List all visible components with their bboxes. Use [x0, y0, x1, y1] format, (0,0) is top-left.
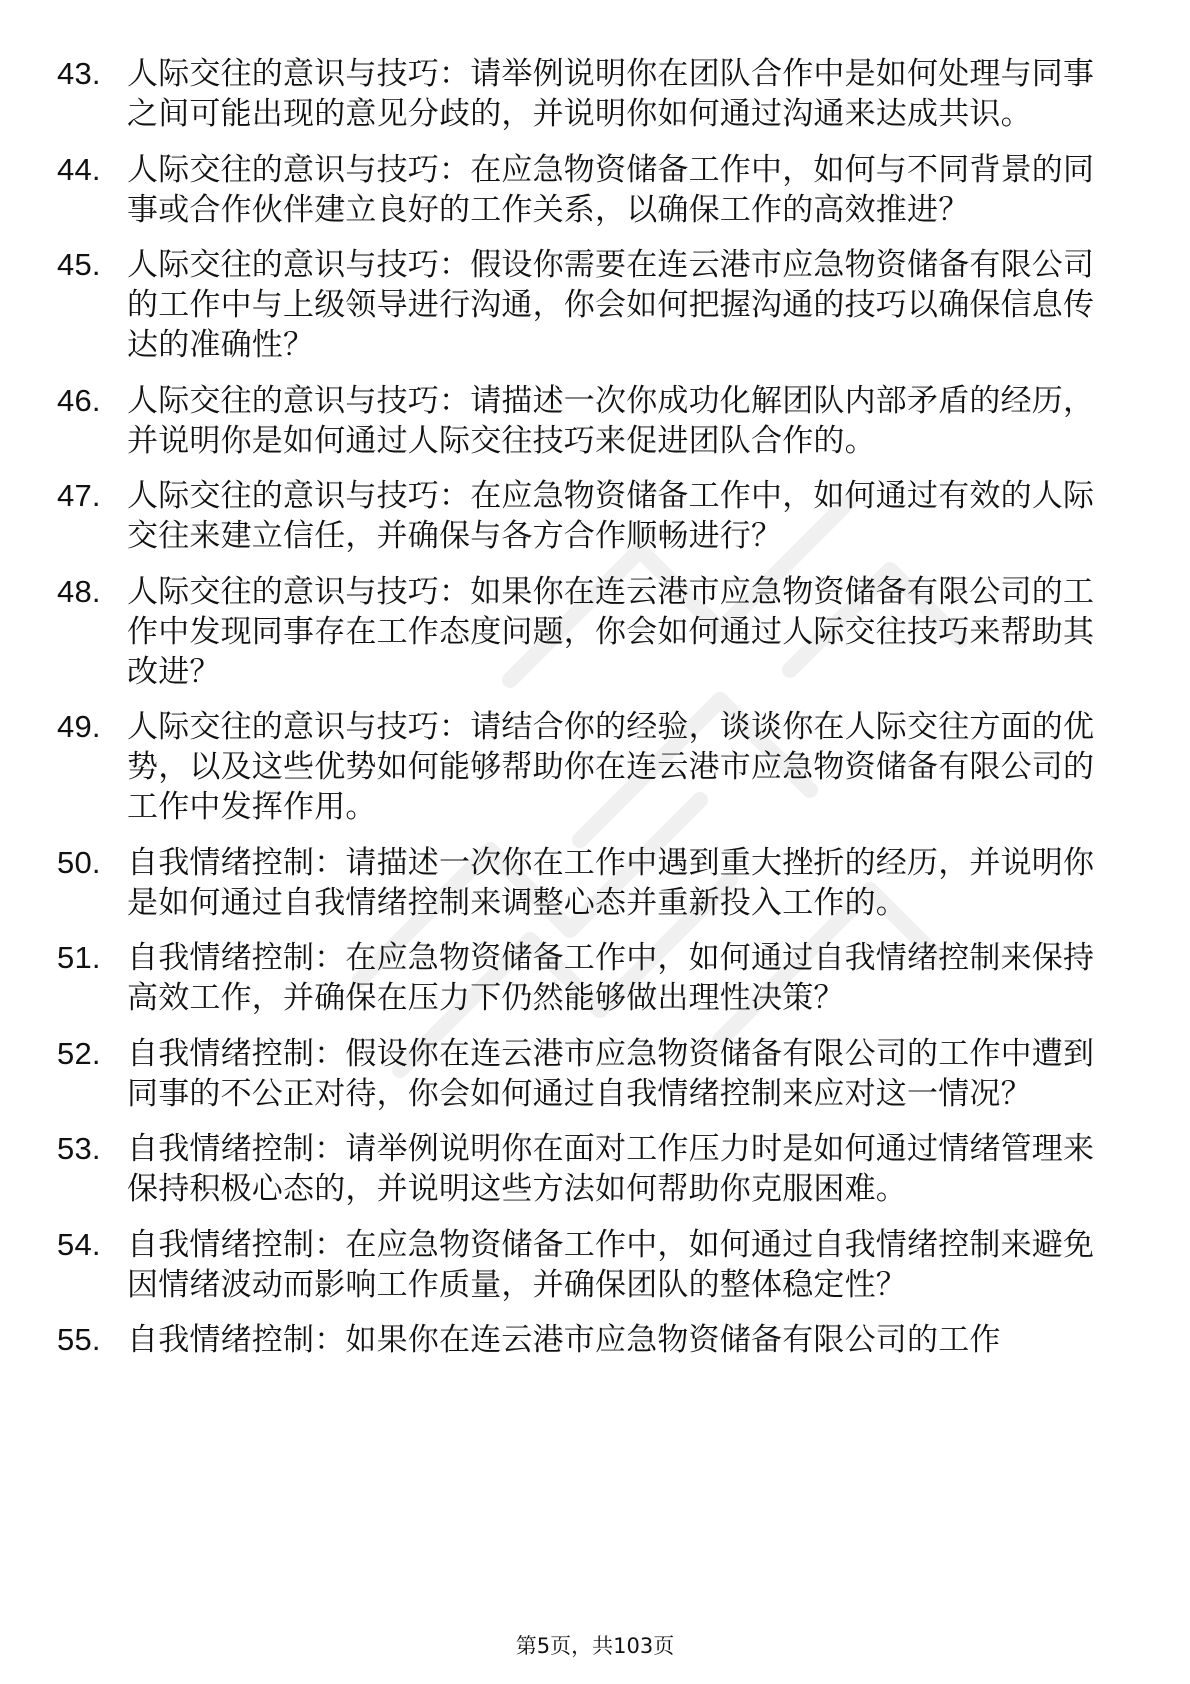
question-number: 53.: [57, 1131, 101, 1166]
question-item-55: [57, 1320, 1107, 1360]
page-footer: [0, 1632, 1190, 1660]
question-text: 自我情绪控制：请举例说明你在面对工作压力时是如何通过情绪管理来保持积极心态的，并说明这些方法如何帮助你克服困难。: [127, 1131, 1095, 1207]
question-text: 自我情绪控制：假设你在连云港市应急物资储备有限公司的工作中遭到同事的不公正对待，你会如何通过自我情绪控制来应对这一情况？: [127, 1035, 1095, 1112]
question-item-45: [57, 245, 1107, 365]
question-item-50: [57, 843, 1107, 923]
question-item-44: [57, 150, 1107, 230]
question-number: 49.: [57, 709, 101, 744]
question-number: 52.: [57, 1035, 101, 1071]
question-text: 人际交往的意识与技巧：假设你需要在连云港市应急物资储备有限公司的工作中与上级领导进行沟通，你会如何把握沟通的技巧以确保信息传达的准确性？: [127, 247, 1095, 363]
question-item-51: [57, 938, 1107, 1018]
question-item-53: [57, 1129, 1107, 1209]
question-number: 43.: [57, 56, 101, 91]
question-item-46: [57, 381, 1107, 461]
question-number: 48.: [57, 573, 101, 609]
question-text: 自我情绪控制：请描述一次你在工作中遇到重大挫折的经历，并说明你是如何通过自我情绪控制来调整心态并重新投入工作的。: [127, 844, 1095, 921]
question-item-47: [57, 476, 1107, 556]
question-item-52: [57, 1034, 1107, 1114]
question-text: 人际交往的意识与技巧：请描述一次你成功化解团队内部矛盾的经历，并说明你是如何通过人际交往技巧来促进团队合作的。: [127, 382, 1095, 459]
question-list: [57, 54, 1107, 1376]
question-text: 人际交往的意识与技巧：如果你在连云港市应急物资储备有限公司的工作中发现同事存在工作态度问题，你会如何通过人际交往技巧来帮助其改进？: [127, 573, 1095, 690]
question-text: 自我情绪控制：在应急物资储备工作中，如何通过自我情绪控制来避免因情绪波动而影响工作质量，并确保团队的整体稳定性？: [127, 1226, 1095, 1303]
question-number: 54.: [57, 1226, 101, 1262]
question-number: 45.: [57, 247, 101, 282]
question-number: 47.: [57, 478, 101, 513]
question-number: 44.: [57, 151, 101, 187]
question-text: 人际交往的意识与技巧：请结合你的经验，谈谈你在人际交往方面的优势，以及这些优势如何能够帮助你在连云港市应急物资储备有限公司的工作中发挥作用。: [127, 709, 1095, 825]
page-number-label: 第5页，共103页: [515, 1634, 675, 1658]
question-text: 自我情绪控制：在应急物资储备工作中，如何通过自我情绪控制来保持高效工作，并确保在压力下仍然能够做出理性决策？: [127, 940, 1095, 1016]
question-item-54: [57, 1225, 1107, 1305]
question-number: 51.: [57, 940, 101, 975]
question-text: 人际交往的意识与技巧：请举例说明你在团队合作中是如何处理与同事之间可能出现的意见分歧的，并说明你如何通过沟通来达成共识。: [127, 56, 1095, 132]
question-text: 自我情绪控制：如果你在连云港市应急物资储备有限公司的工作: [127, 1322, 1001, 1358]
question-number: 50.: [57, 844, 101, 880]
question-number: 46.: [57, 382, 101, 418]
question-item-43: [57, 54, 1107, 134]
question-number: 55.: [57, 1322, 101, 1357]
question-text: 人际交往的意识与技巧：在应急物资储备工作中，如何通过有效的人际交往来建立信任，并确保与各方合作顺畅进行？: [127, 478, 1095, 554]
question-item-48: [57, 572, 1107, 692]
question-item-49: [57, 707, 1107, 827]
question-text: 人际交往的意识与技巧：在应急物资储备工作中，如何与不同背景的同事或合作伙伴建立良好的工作关系，以确保工作的高效推进？: [127, 151, 1095, 228]
